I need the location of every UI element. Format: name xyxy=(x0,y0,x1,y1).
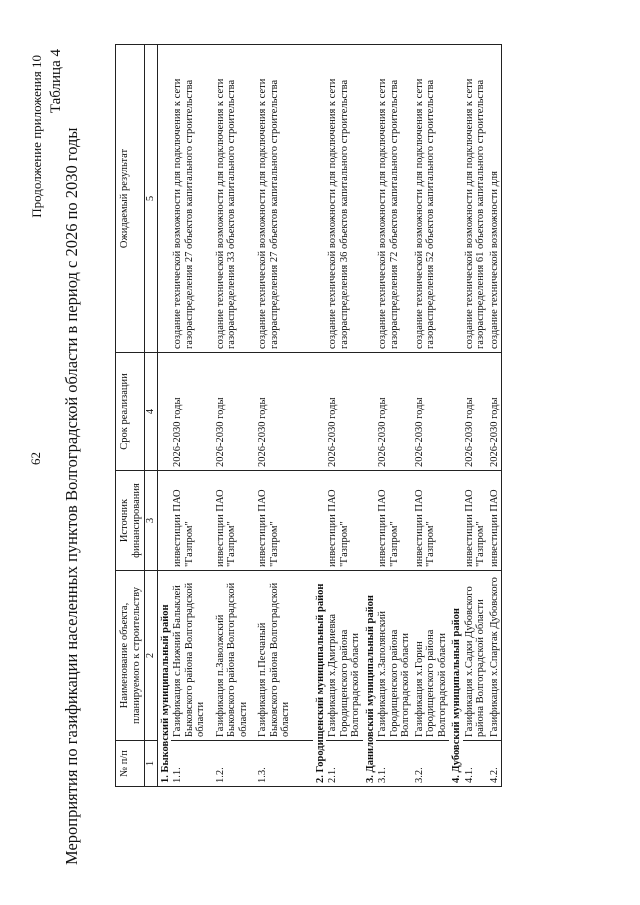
table-row xyxy=(376,45,413,787)
funding-source: инвестиции ПАО "Газпром" xyxy=(214,471,251,571)
document-title: Мероприятия по газификации населенных пунктов Волгоградской области в период с 2026 по 2030 годы xyxy=(62,127,81,865)
section-title: 1. Быковский муниципальный район xyxy=(157,571,171,787)
section-row xyxy=(157,45,171,787)
table-row xyxy=(256,45,293,787)
table-row xyxy=(413,45,450,787)
row-number: 4.1. xyxy=(463,741,488,787)
term: 2026-2030 годы xyxy=(326,353,363,471)
table-row xyxy=(488,45,502,787)
table-row xyxy=(326,45,363,787)
section-title: 3. Дaниловский муниципальный район xyxy=(363,571,377,787)
term: 2026-2030 годы xyxy=(488,353,502,471)
row-number: 1.3. xyxy=(256,741,293,787)
object-name: Газификация п.Песчаный Быковского района Волгоградской области xyxy=(256,571,293,741)
table-row xyxy=(171,45,208,787)
row-number: 1.2. xyxy=(214,741,251,787)
object-name: Газификация х.Спартак Дубовского xyxy=(488,571,502,741)
section-title: 4. Дубовский муниципальный район xyxy=(449,571,463,787)
gasification-table xyxy=(115,44,502,787)
table-header-row xyxy=(116,45,145,787)
table-row xyxy=(214,45,251,787)
section-row xyxy=(449,45,463,787)
header-expected-result: Ожидаемый результат xyxy=(116,45,145,353)
object-name: Газификация с.Нижний Балыклей Быковского района Волгоградской области xyxy=(171,571,208,741)
expected-result: создание технической возможности для xyxy=(488,45,502,353)
term: 2026-2030 годы xyxy=(256,353,293,471)
expected-result: создание технической возможности для подключения к сети газораспределения 27 объектов капитального строительства xyxy=(171,45,208,353)
object-name: Газификация х.Садки Дубовского района Волгоградской области xyxy=(463,571,488,741)
object-name: Газификация п.Заволжский Быковского района Волгоградской области xyxy=(214,571,251,741)
row-number: 3.1. xyxy=(376,741,413,787)
section-row xyxy=(313,45,327,787)
expected-result: создание технической возможности для подключения к сети газораспределения 33 объектов капитального строительства xyxy=(214,45,251,353)
term: 2026-2030 годы xyxy=(463,353,488,471)
funding-source: инвестиции ПАО "Газпром" xyxy=(413,471,450,571)
header-funding-source: Источник финансирования xyxy=(116,471,145,571)
expected-result: создание технической возможности для подключения к сети газораспределения 52 объектов капитального строительства xyxy=(413,45,450,353)
term: 2026-2030 годы xyxy=(413,353,450,471)
funding-source: инвестиции ПАО xyxy=(488,471,502,571)
object-name: Газификация х.Заполянский Городищенского района Волгоградской области xyxy=(376,571,413,741)
appendix-note: Продолжение приложения 10 xyxy=(29,55,44,218)
column-number: 3 xyxy=(145,471,158,571)
table-body xyxy=(157,45,502,787)
table-row xyxy=(463,45,488,787)
section-row xyxy=(363,45,377,787)
page-number: 62 xyxy=(28,452,43,465)
header-object-name: Наименование объекта, планируемого к строительству xyxy=(116,571,145,741)
funding-source: инвестиции ПАО "Газпром" xyxy=(326,471,363,571)
funding-source: инвестиции ПАО "Газпром" xyxy=(171,471,208,571)
term: 2026-2030 годы xyxy=(214,353,251,471)
table-label: Таблица 4 xyxy=(48,49,64,114)
section-title: 2. Городищенский муниципальный район xyxy=(313,571,327,787)
expected-result: создание технической возможности для подключения к сети газораспределения 27 объектов капитального строительства xyxy=(256,45,293,353)
funding-source: инвестиции ПАО "Газпром" xyxy=(256,471,293,571)
expected-result: создание технической возможности для подключения к сети газораспределения 36 объектов капитального строительства xyxy=(326,45,363,353)
column-number: 2 xyxy=(145,571,158,741)
expected-result: создание технической возможности для подключения к сети газораспределения 72 объектов капитального строительства xyxy=(376,45,413,353)
row-number: 4.2. xyxy=(488,741,502,787)
funding-source: инвестиции ПАО "Газпром" xyxy=(463,471,488,571)
term: 2026-2030 годы xyxy=(376,353,413,471)
row-number: 1.1. xyxy=(171,741,208,787)
spacer-row xyxy=(293,45,313,787)
funding-source: инвестиции ПАО "Газпром" xyxy=(376,471,413,571)
column-number: 1 xyxy=(145,741,158,787)
column-number-row xyxy=(145,45,158,787)
column-number: 5 xyxy=(145,45,158,353)
header-term: Срок реализации xyxy=(116,353,145,471)
row-number: 3.2. xyxy=(413,741,450,787)
object-name: Газификация х.Дмитриевка Городищенского района Волгоградской области xyxy=(326,571,363,741)
row-number: 2.1. xyxy=(326,741,363,787)
object-name: Газификация х.Горин Городищенского района Волгоградской области xyxy=(413,571,450,741)
expected-result: создание технической возможности для подключения к сети газораспределения 61 объектов капитального строительства xyxy=(463,45,488,353)
column-number: 4 xyxy=(145,353,158,471)
header-number: № п/п xyxy=(116,741,145,787)
term: 2026-2030 годы xyxy=(171,353,208,471)
